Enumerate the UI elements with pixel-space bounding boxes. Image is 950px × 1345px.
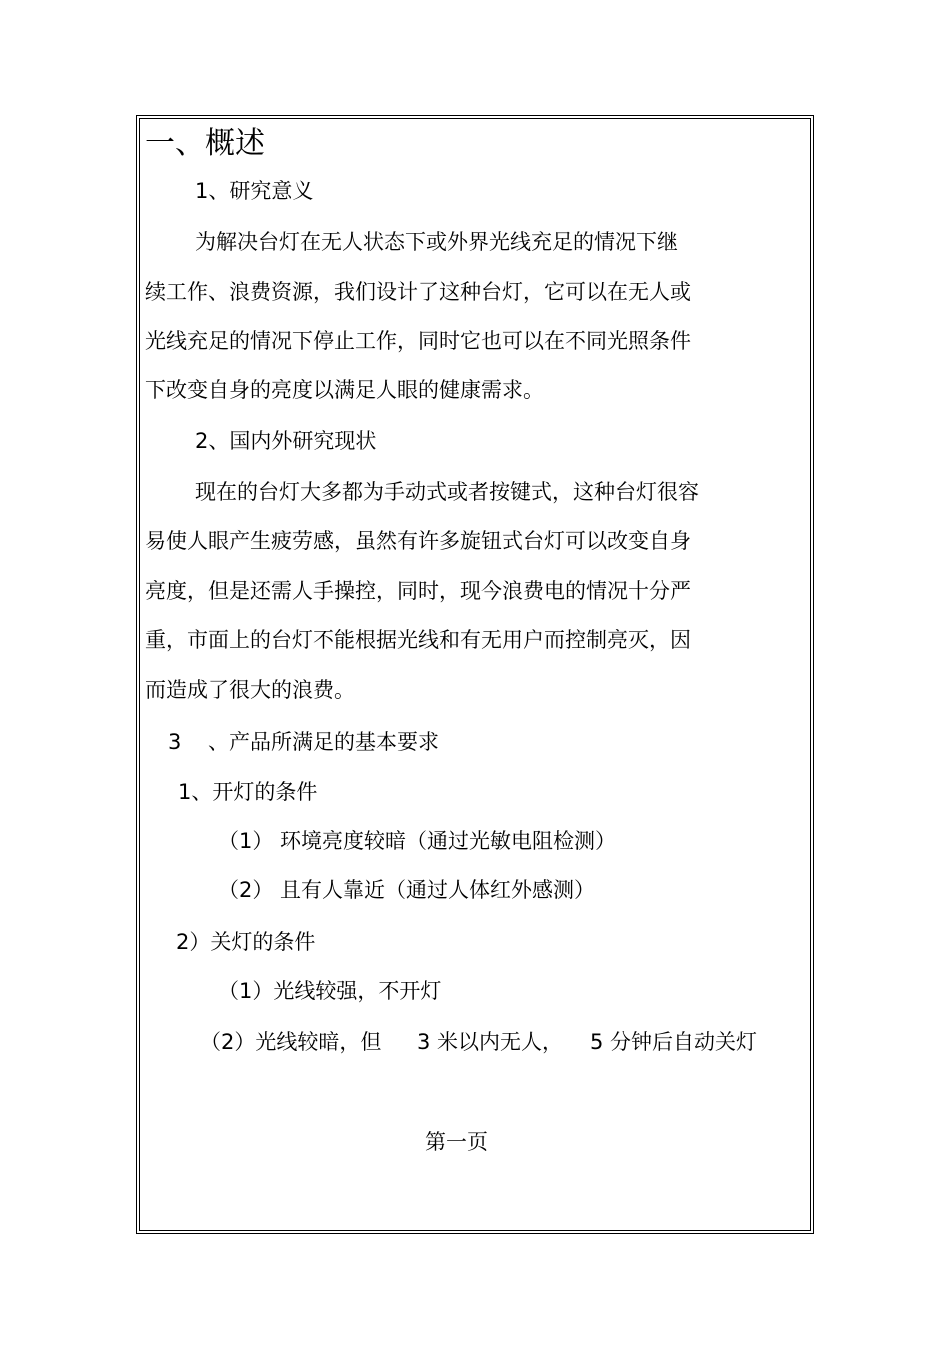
subsection-number: 3 [168, 730, 182, 754]
paragraph-line: 光线充足的情况下停止工作，同时它也可以在不同光照条件 [145, 329, 691, 353]
subsection-title-research-significance: 1、研究意义 [195, 179, 314, 203]
paragraph-line: 续工作、浪费资源，我们设计了这种台灯，它可以在无人或 [145, 280, 691, 304]
off-conditions-title: 2）关灯的条件 [176, 930, 316, 954]
off-condition-item-part: （2）光线较暗，但 [200, 1030, 382, 1054]
subsection-title-research-status: 2、国内外研究现状 [195, 429, 377, 453]
on-condition-item: （2） 且有人靠近（通过人体红外感测） [218, 878, 596, 902]
paragraph-line: 为解决台灯在无人状态下或外界光线充足的情况下继 [195, 230, 678, 254]
off-condition-item-part: 3 米以内无人， [417, 1030, 564, 1054]
section-heading: 一、概述 [145, 126, 265, 161]
paragraph-line: 而造成了很大的浪费。 [145, 678, 355, 702]
on-conditions-title: 1、开灯的条件 [178, 780, 318, 804]
page-footer: 第一页 [425, 1130, 488, 1154]
paragraph-line: 下改变自身的亮度以满足人眼的健康需求。 [145, 378, 544, 402]
off-condition-item-part: 5 分钟后自动关灯 [590, 1030, 758, 1054]
paragraph-line: 重，市面上的台灯不能根据光线和有无用户而控制亮灭，因 [145, 628, 691, 652]
off-condition-item: （1）光线较强，不开灯 [218, 979, 442, 1003]
subsection-title-requirements: 、产品所满足的基本要求 [208, 730, 439, 754]
paragraph-line: 亮度，但是还需人手操控，同时，现今浪费电的情况十分严 [145, 579, 691, 603]
paragraph-line: 现在的台灯大多都为手动式或者按键式，这种台灯很容 [195, 480, 699, 504]
paragraph-line: 易使人眼产生疲劳感，虽然有许多旋钮式台灯可以改变自身 [145, 529, 691, 553]
on-condition-item: （1） 环境亮度较暗（通过光敏电阻检测） [218, 829, 617, 853]
